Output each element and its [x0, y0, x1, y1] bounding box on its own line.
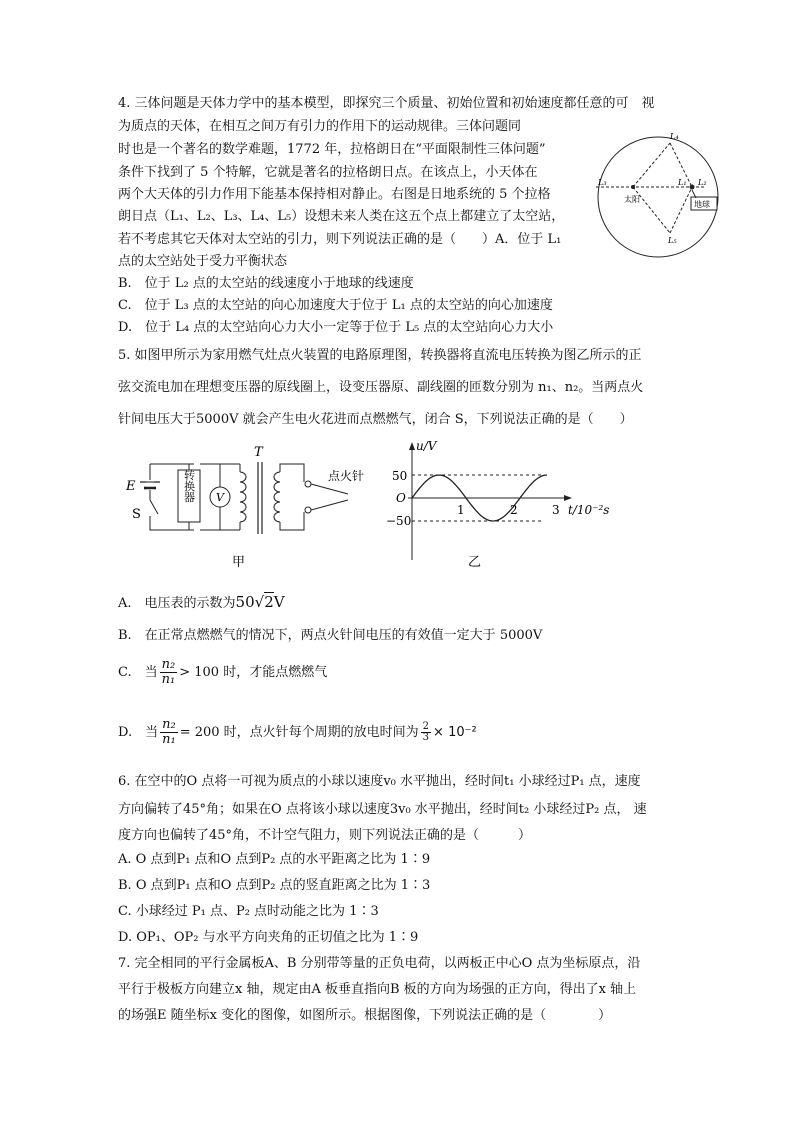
q4-line-8: 点的太空站处于受力平衡状态	[118, 254, 288, 269]
sun-dot	[631, 185, 635, 189]
q5-option-d-suffix: × 10⁻²	[433, 725, 477, 740]
sun-label: 太阳	[624, 195, 640, 204]
q5-option-c	[118, 658, 327, 687]
switch-label: S	[132, 507, 141, 522]
q6-line-1: 6. 在空中的O 点将一可视为质点的小球以速度v₀ 水平抛出，经时间t₁ 小球经过P₁ 点，速度	[118, 774, 641, 789]
q4-line-4: 条件下找到了 5 个特解，它就是著名的拉格朗日点。在该点上，小天体在	[118, 165, 538, 180]
q4-line-2: 为质点的天体，在相互之间万有引力的作用下的运动规律。三体问题同	[118, 119, 522, 134]
l5-label: L₅	[668, 236, 677, 245]
l2-label: L₂	[698, 178, 707, 187]
x-axis-label: t/10⁻²s	[568, 503, 610, 517]
q7-line-3: 的场强E 随坐标x 变化的图像，如图所示。根据图像，下列说法正确的是（ ）	[118, 1008, 612, 1023]
igniter-needle-2	[311, 500, 348, 510]
q6-line-3: 度方向也偏转了45°角，不计空气阻力，则下列说法正确的是（ ）	[118, 828, 532, 843]
q5-option-c-suffix: > 100 时，才能点燃燃气	[179, 665, 328, 680]
voltage-graph	[382, 438, 642, 572]
q7-line-2: 平行于极板方向建立x 轴，规定由A 板垂直指向B 板的方向为场强的正方向，得出了x 轴上	[118, 982, 637, 997]
lagrange-figure	[588, 125, 728, 275]
q6-line-2: 方向偏转了45°角；如果在O 点将该小球以速度3v₀ 水平抛出，经时间t₂ 小球经过P₂ 点， 速	[118, 802, 647, 817]
q4-line-3: 时也是一个著名的数学难题，1772 年，拉格朗日在“平面限制性三体问题”	[118, 142, 546, 157]
voltmeter-label: V	[216, 491, 224, 504]
q6-option-a: A. O 点到P₁ 点和O 点到P₂ 点的水平距离之比为 1∶9	[118, 852, 431, 867]
circuit-caption: 甲	[232, 555, 246, 570]
q5-option-c-prefix: C. 当	[118, 665, 158, 680]
l1-label: L₁	[678, 178, 687, 187]
dash-l5-earth	[670, 187, 692, 233]
q5-option-d-time-fraction	[421, 722, 431, 743]
q5-option-d-fraction	[160, 718, 178, 747]
secondary-coil	[274, 472, 280, 522]
y-axis-label: u/V	[416, 439, 437, 453]
igniter-needle-1	[311, 484, 348, 494]
q4-option-d: D. 位于 L₄ 点的太空站向心力大小一定等于位于 L₅ 点的太空站向心力大小	[118, 320, 554, 335]
converter-label: 转换器	[182, 469, 196, 503]
q4-line-7: 若不考虑其它天体对太空站的引力，则下列说法正确的是（ ）A．位于 L₁	[118, 232, 562, 247]
igniter-label: 点火针	[328, 469, 365, 483]
graph-caption: 乙	[468, 555, 482, 570]
q5-option-c-numerator: n₂	[161, 657, 176, 672]
q5-line-3: 针间电压大于5000V 就会产生电火花进而点燃燃气，闭合 S，下列说法正确的是（ ）	[118, 412, 633, 427]
q5-option-d	[118, 718, 477, 747]
q6-option-c: C. 小球经过 P₁ 点、P₂ 点时动能之比为 1∶3	[118, 904, 379, 919]
y-tick-pos: 50	[392, 469, 408, 483]
q4-line-5: 两个大天体的引力作用下能基本保持相对静止。右图是日地系统的 5 个拉格	[118, 187, 551, 202]
q5-option-c-fraction	[160, 658, 178, 687]
q5-option-b: B. 在正常点燃燃气的情况下，两点火针间电压的有效值一定大于 5000V	[118, 628, 543, 643]
x-tick-1: 1	[457, 503, 465, 517]
q6-option-d: D. OP₁、OP₂ 与水平方向夹角的正切值之比为 1∶9	[118, 930, 419, 945]
q6-option-b: B. O 点到P₁ 点和O 点到P₂ 点的竖直距离之比为 1∶3	[118, 878, 431, 893]
earth-label: 地球	[694, 200, 710, 209]
battery-label: E	[126, 479, 136, 494]
q5-option-a-value: 50	[235, 593, 255, 611]
wire-secondary-bottom	[280, 512, 304, 530]
q5-line-2: 弦交流电加在理想变压器的原线圈上，设变压器原、副线圈的匝数分别为 n₁、n₂。当两点火	[118, 380, 644, 395]
q5-option-d-prefix: D. 当	[118, 725, 159, 740]
circuit-diagram	[122, 442, 372, 572]
l3-label: L₃	[598, 178, 607, 187]
dash-l4	[633, 143, 670, 187]
q5-option-a-unit: V	[273, 593, 285, 611]
y-tick-neg: −50	[386, 514, 412, 528]
q4-line-1: 4. 三体问题是天体力学中的基本模型，即探究三个质量、初始位置和初始速度都任意的可 视	[118, 96, 655, 111]
dash-l5	[633, 187, 670, 233]
q4-line-6: 朗日点（L₁、L₂、L₃、L₄、L₅）设想未来人类在这五个点上都建立了太空站，	[118, 209, 565, 224]
transformer-label: T	[254, 445, 263, 460]
q4-option-b: B. 位于 L₂ 点的太空站的线速度小于地球的线速度	[118, 276, 414, 291]
y-axis-arrow	[409, 442, 415, 450]
q5-option-d-time-denominator: 3	[422, 732, 430, 743]
q5-option-d-denominator: n₁	[162, 732, 176, 747]
x-axis-arrow	[564, 495, 572, 501]
q5-option-d-numerator: n₂	[162, 717, 176, 732]
earth-dot	[690, 185, 695, 190]
wire-secondary-top	[280, 464, 304, 482]
q5-option-d-time-numerator: 2	[422, 721, 430, 732]
primary-coil	[240, 472, 246, 522]
igniter-terminal-2	[305, 507, 311, 513]
sqrt-icon: √	[254, 593, 265, 611]
x-tick-3: 3	[552, 503, 560, 517]
q5-option-d-middle: = 200 时，点火针每个周期的放电时间为	[179, 725, 419, 740]
q7-line-1: 7. 完全相同的平行金属板A、B 分别带等量的正负电荷，以两板正中心O 点为坐标原点，沿	[118, 956, 641, 971]
origin-label: O	[396, 491, 406, 505]
q5-option-a-prefix: A. 电压表的示数为	[118, 596, 236, 611]
x-tick-2: 2	[510, 503, 518, 517]
q5-line-1: 5. 如图甲所示为家用燃气灶点火装置的电路原理图，转换器将直流电压转换为图乙所示的正	[118, 348, 642, 363]
q4-option-c: C. 位于 L₃ 点的太空站的向心加速度大于位于 L₁ 点的太空站的向心加速度	[118, 298, 553, 313]
q5-option-a	[118, 592, 285, 614]
l4-label: L₄	[670, 132, 679, 141]
igniter-terminal-1	[305, 481, 311, 487]
q5-option-a-radicand: 2	[264, 593, 274, 611]
q5-option-c-denominator: n₁	[161, 672, 176, 687]
